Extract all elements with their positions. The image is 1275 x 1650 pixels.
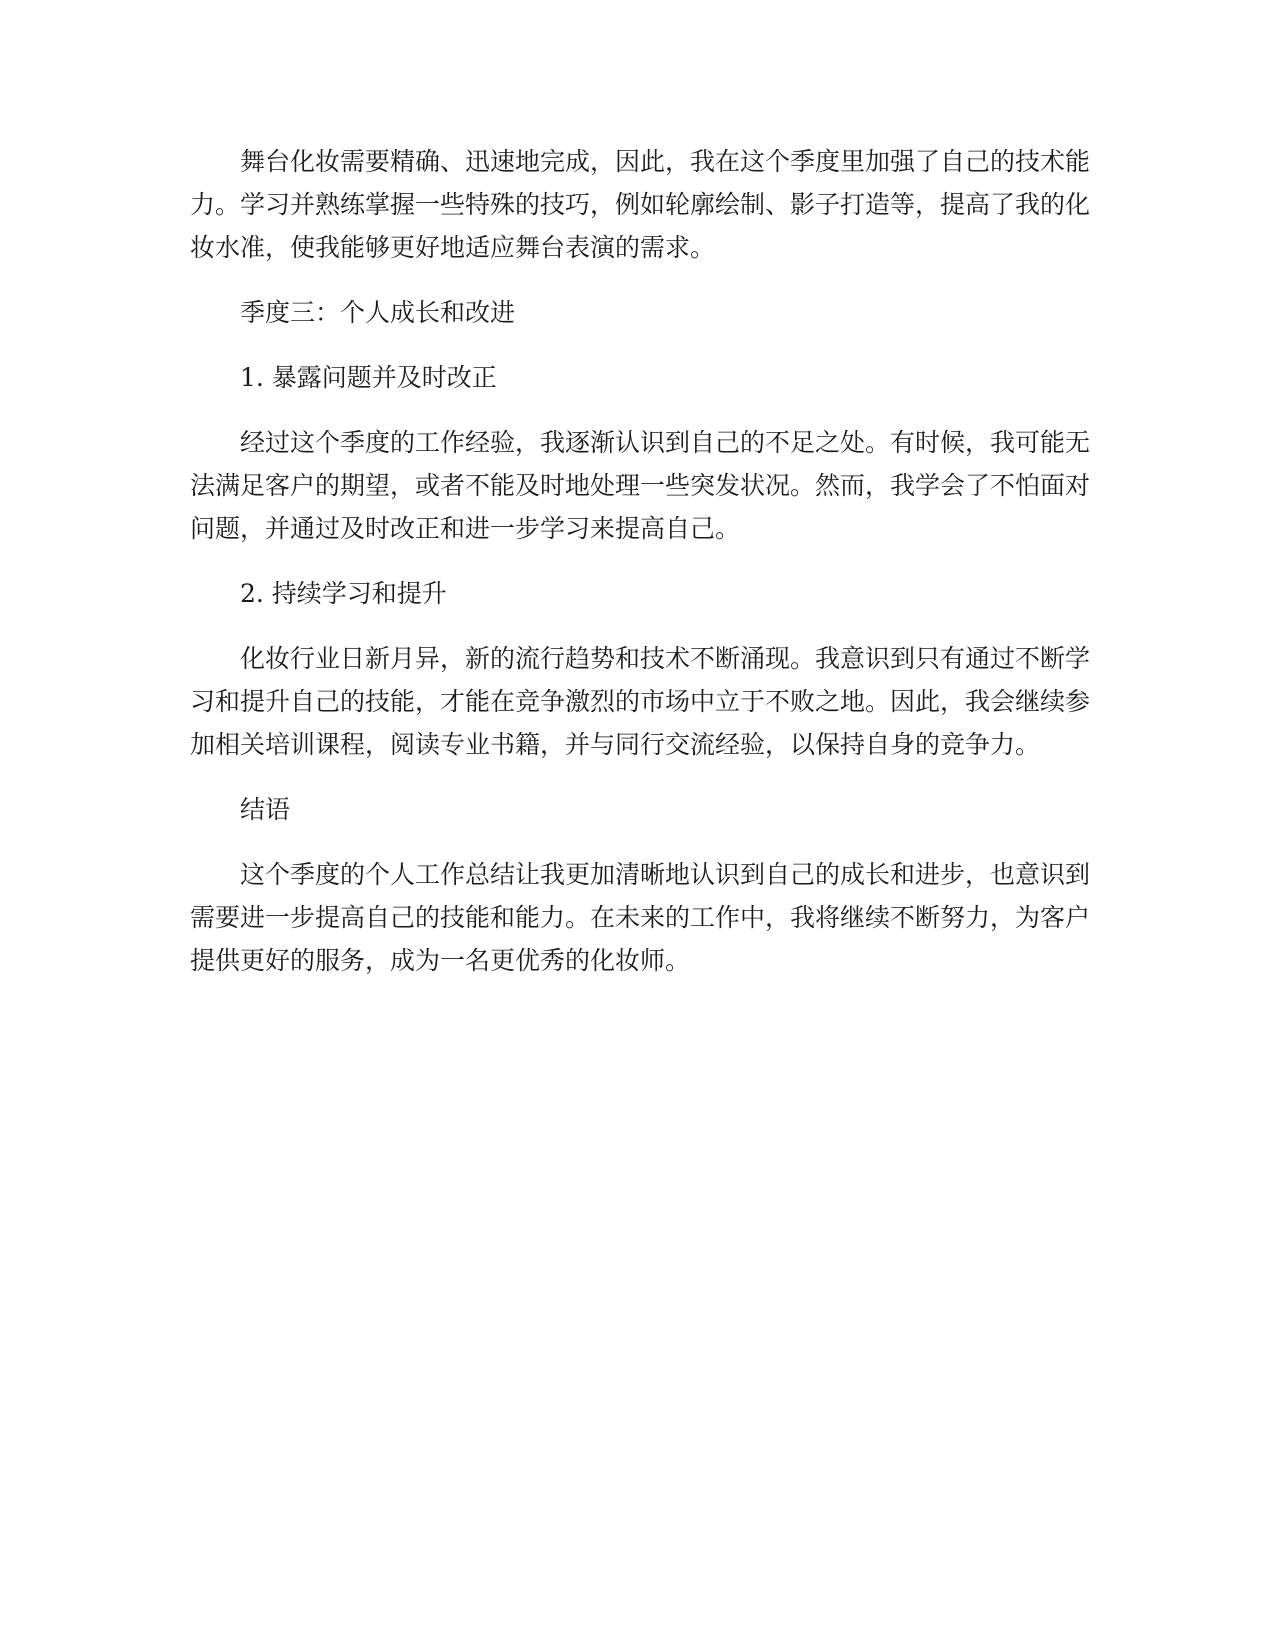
section-heading-conclusion: 结语 [240, 795, 291, 824]
paragraph-continuous-learning: 化妆行业日新月异，新的流行趋势和技术不断涌现。我意识到只有通过不断学习和提升自己的技能，才能在竞争激烈的市场中立于不败之地。因此，我会继续参加相关培训课程，阅读专业书籍，并与同行交流经验，以保持自身的竞争力。 [190, 644, 1091, 759]
document-body [190, 140, 1090, 1004]
paragraph-stage-makeup-skills: 舞台化妆需要精确、迅速地完成，因此，我在这个季度里加强了自己的技术能力。学习并熟练掌握一些特殊的技巧，例如轮廓绘制、影子打造等，提高了我的化妆水准，使我能够更好地适应舞台表演的需求。 [190, 147, 1091, 262]
paragraph-problems: 经过这个季度的工作经验，我逐渐认识到自己的不足之处。有时候，我可能无法满足客户的期望，或者不能及时地处理一些突发状况。然而，我学会了不怕面对问题，并通过及时改正和进一步学习来提高自己。 [190, 428, 1091, 543]
subheading-2: 2. 持续学习和提升 [240, 579, 447, 608]
subheading-1: 1. 暴露问题并及时改正 [240, 363, 497, 392]
section-heading-q3: 季度三：个人成长和改进 [240, 298, 516, 327]
paragraph-conclusion: 这个季度的个人工作总结让我更加清晰地认识到自己的成长和进步，也意识到需要进一步提高自己的技能和能力。在未来的工作中，我将继续不断努力，为客户提供更好的服务，成为一名更优秀的化妆师。 [190, 860, 1091, 975]
